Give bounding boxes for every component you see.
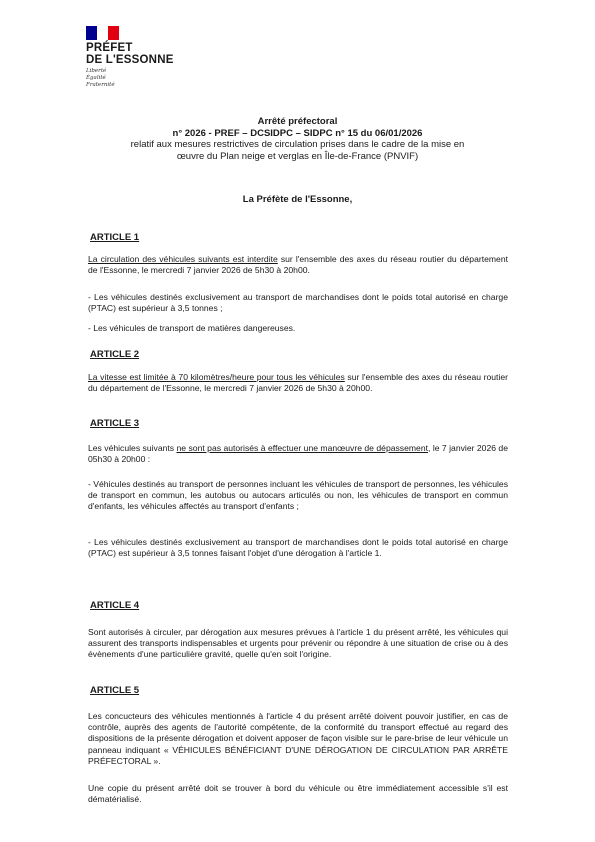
article-5-heading: ARTICLE 5 [90, 685, 140, 696]
article-3-heading: ARTICLE 3 [90, 418, 140, 429]
title-line-4: œuvre du Plan neige et verglas en Île-de-France (PNVIF) [176, 150, 419, 162]
article-3-paragraph-2: - Véhicules destinés au transport de personnes incluant les véhicules de transport de personnes, les véhicules de transport en commun, les autobus ou autocars articulés ou non, les véhicules de transport en commun d'enfants, les véhicules affectés au transport d'enfants ; [88, 479, 508, 512]
article-3-text-start: Les véhicules suivants [88, 443, 177, 453]
motto-liberte: Liberté [86, 68, 107, 74]
article-2-paragraph-1 [88, 372, 508, 394]
article-1-paragraph-1 [88, 254, 508, 276]
article-1-underlined: La circulation des véhicules suivants est interdite [88, 254, 278, 264]
article-1-heading: ARTICLE 1 [90, 232, 140, 243]
flag-red-stripe [108, 26, 119, 40]
article-2-underlined: La vitesse est limitée à 70 kilomètres/heure pour tous les véhicules [88, 372, 345, 382]
article-1-paragraph-3: - Les véhicules de transport de matières dangereuses. [88, 323, 296, 333]
article-3-paragraph-1 [88, 443, 508, 465]
motto-fraternite: Fraternité [86, 82, 115, 88]
article-4-heading: ARTICLE 4 [90, 600, 140, 611]
article-2-heading: ARTICLE 2 [90, 349, 140, 360]
article-3-paragraph-3: - Les véhicules destinés exclusivement au transport de marchandises dont le poids total autorisé en charge (PTAC) est supérieur à 3,5 tonnes faisant l'objet d'une dérogation à l'article 1. [88, 537, 508, 559]
article-5-paragraph-2: Une copie du présent arrêté doit se trouver à bord du véhicule ou être immédiatement accessible s'il est dématérialisé. [88, 783, 508, 805]
article-3-underlined: ne sont pas autorisés à effectuer une manœuvre de dépassement [176, 443, 428, 453]
decree-title [0, 116, 595, 162]
title-line-1: Arrêté préfectoral [257, 116, 338, 127]
article-2-text: sur l'ensemble des axes du réseau routier du département de l'Essonne, le mercredi 7 janvier 2026 de 5h30 à 20h00. [88, 372, 508, 394]
article-5-paragraph-1: Les concucteurs des véhicules mentionnés à l'article 4 du présent arrêté doivent pouvoir justifier, en cas de contrôle, auprès des agents de l'autorité compétente, de la conformité du transport effectué au regard des dispositions de la présente dérogation et doivent apposer de façon visible sur le pare-brise de leur véhicule un panneau indiquant « VÉHICULES BÉNÉFICIANT D'UNE DÉROGATION DE CIRCULATION PAR ARRÊTE PRÉFECTORAL ». [88, 711, 508, 766]
flag-blue-stripe [86, 26, 97, 40]
brand-line-1: PRÉFET [86, 42, 133, 54]
marianne-flag-logo [86, 26, 119, 40]
signatory: La Préfète de l'Essonne, [242, 194, 353, 205]
article-4-paragraph-1: Sont autorisés à circuler, par dérogation aux mesures prévues à l'article 1 du présent arrêté, les véhicules qui assurent des transports indispensables et urgents pour prévenir ou répondre à une situation de crise ou à des évènements d'une particulière gravité, quelle qu'en soit l'origine. [88, 627, 508, 660]
prefecture-brand [86, 42, 174, 66]
title-line-2: n° 2026 - PREF – DCSIDPC – SIDPC n° 15 du 06/01/2026 [172, 127, 423, 139]
motto-egalite: Égalité [86, 75, 106, 81]
flag-white-stripe [97, 26, 108, 40]
republic-motto [86, 68, 115, 89]
title-line-3: relatif aux mesures restrictives de circulation prises dans le cadre de la mise en [130, 139, 465, 150]
article-3-text-end: , le 7 janvier 2026 de 05h30 à 20h00 : [88, 443, 508, 465]
article-1-text: sur l'ensemble des axes du réseau routier du département de l'Essonne, le mercredi 7 janvier 2026 de 5h30 à 20h00. [88, 254, 508, 276]
article-1-paragraph-2: - Les véhicules destinés exclusivement au transport de marchandises dont le poids total autorisé en charge (PTAC) est supérieur à 3,5 tonnes ; [88, 292, 508, 314]
brand-line-2: DE L'ESSONNE [86, 54, 174, 66]
